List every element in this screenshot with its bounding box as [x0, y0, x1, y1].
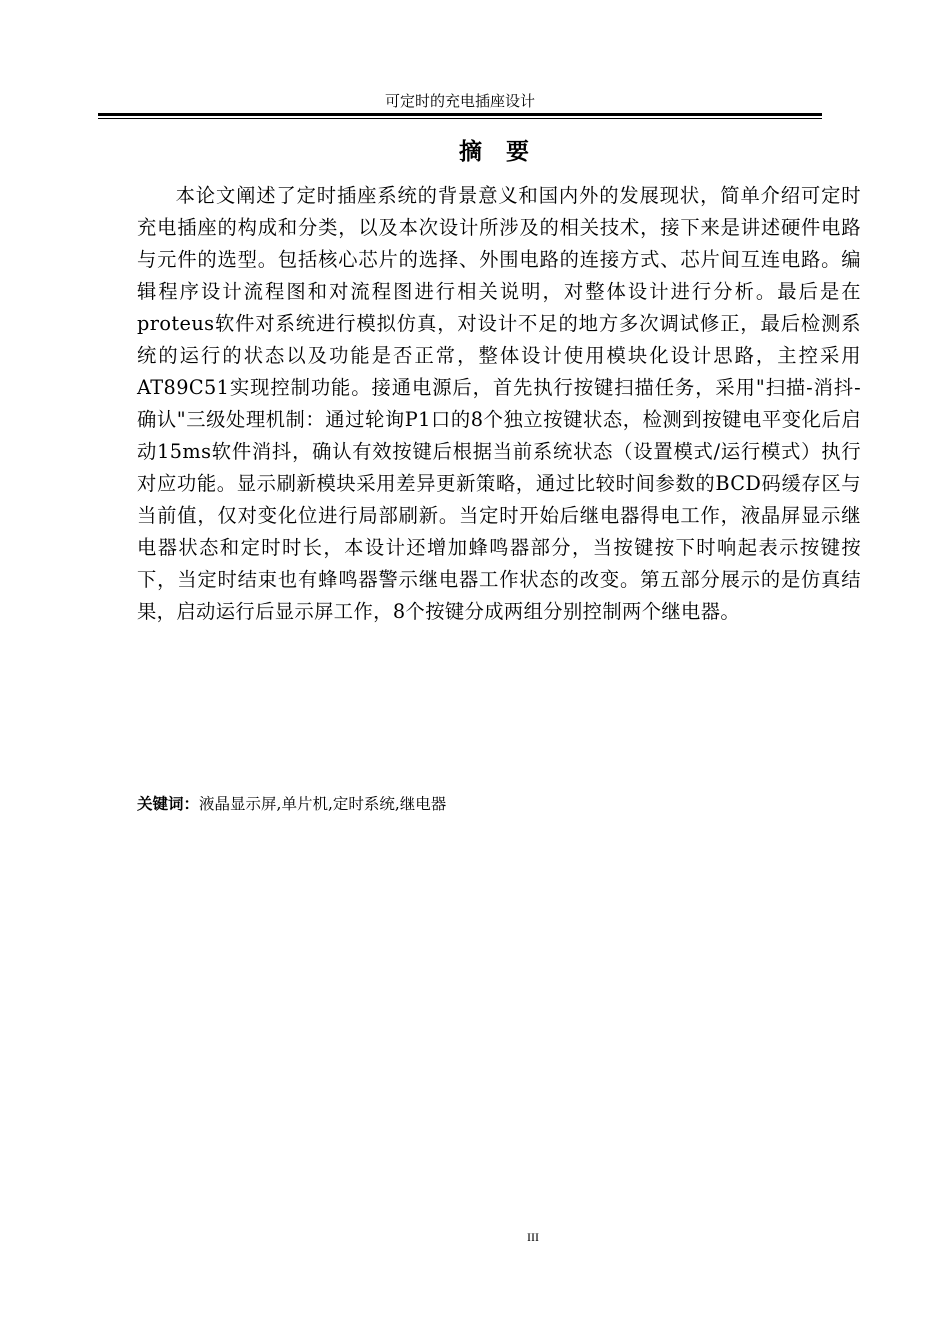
header-rule-thick: [98, 113, 822, 116]
running-header: 可定时的充电插座设计: [384, 92, 535, 110]
abstract-title: 摘 要: [458, 139, 537, 165]
keywords-value: 液晶显示屏,单片机,定时系统,继电器: [199, 795, 447, 813]
keywords-label: 关键词：: [137, 795, 200, 813]
abstract-body: 本论文阐述了定时插座系统的背景意义和国内外的发展现状，简单介绍可定时充电插座的构成和分类，以及本次设计所涉及的相关技术，接下来是讲述硬件电路与元件的选型。包括核心芯片的选择、外围电路的连接方式、芯片间互连电路。编辑程序设计流程图和对流程图进行相关说明，对整体设计进行分析。最后是在proteus软件对系统进行模拟仿真，对设计不足的地方多次调试修正，最后检测系统的运行的状态以及功能是否正常，整体设计使用模块化设计思路，主控采用AT89C51实现控制功能。接通电源后，首先执行按键扫描任务，采用"扫描-消抖-确认"三级处理机制：通过轮询P1口的8个独立按键状态，检测到按键电平变化后启动15ms软件消抖，确认有效按键后根据当前系统状态（设置模式/运行模式）执行对应功能。显示刷新模块采用差异更新策略，通过比较时间参数的BCD码缓存区与当前值，仅对变化位进行局部刷新。当定时开始后继电器得电工作，液晶屏显示继电器状态和定时时长，本设计还增加蜂鸣器部分，当按键按下时响起表示按键按下，当定时结束也有蜂鸣器警示继电器工作状态的改变。第五部分展示的是仿真结果，启动运行后显示屏工作，8个按键分成两组分别控制两个继电器。: [137, 184, 861, 623]
page-number: III: [527, 1230, 539, 1244]
keywords-line: [137, 792, 861, 816]
header-rule-thin: [98, 118, 822, 119]
